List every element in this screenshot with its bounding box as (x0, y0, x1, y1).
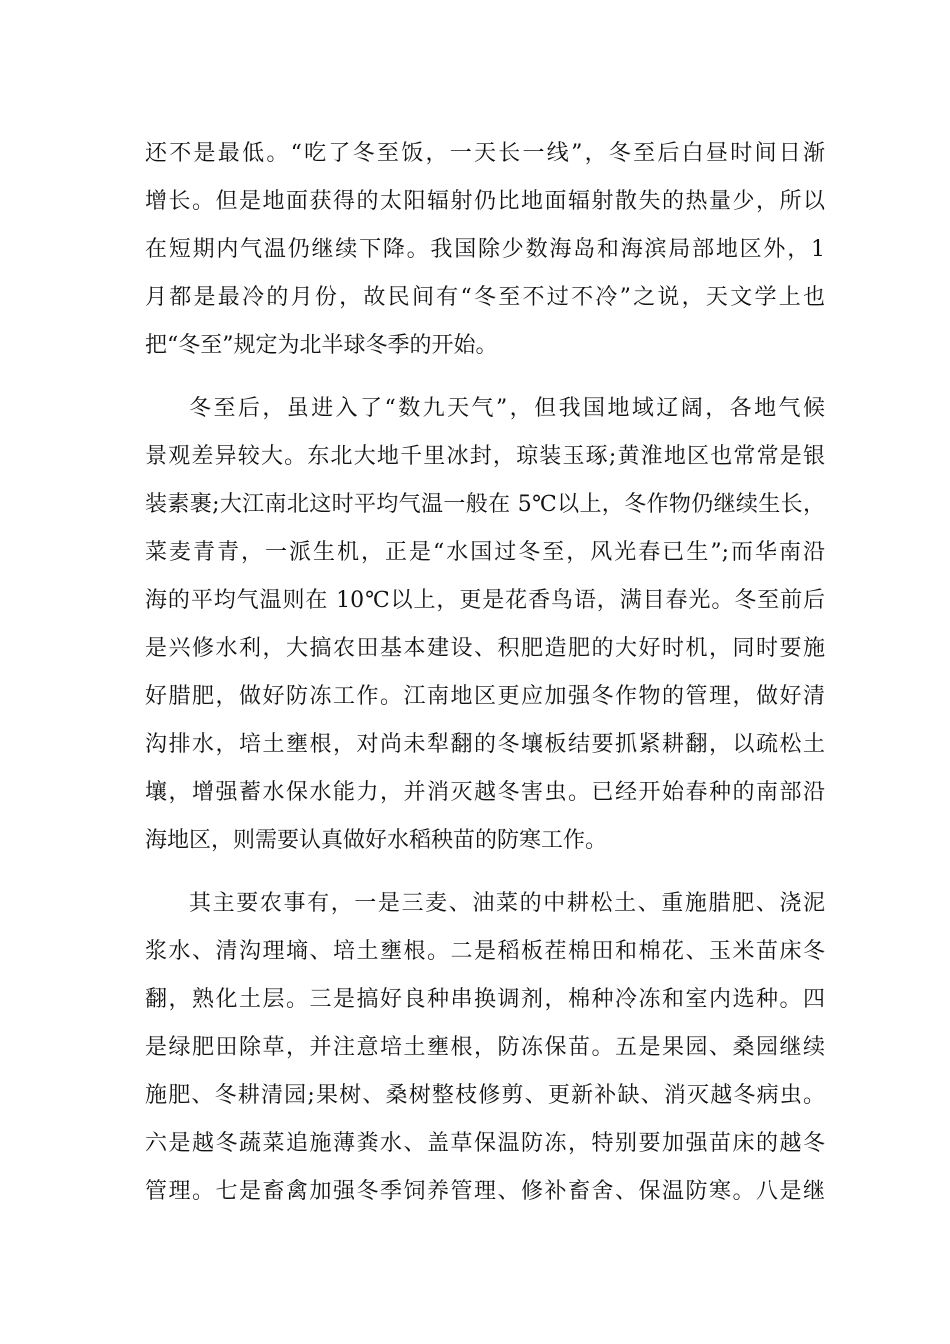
text-line: 是绿肥田除草，并注意培土壅根，防冻保苗。五是果园、桑园继续 (145, 1035, 825, 1060)
text-line: 翻，熟化土层。三是搞好良种串换调剂，棉种冷冻和室内选种。四 (145, 987, 825, 1012)
text-line: 装素裹;大江南北这时平均气温一般在 5℃以上，冬作物仍继续生长， (145, 492, 825, 517)
text-line: 沟排水，培土壅根，对尚未犁翻的冬壤板结要抓紧耕翻，以疏松土 (145, 732, 825, 757)
text-line: 壤，增强蓄水保水能力，并消灭越冬害虫。已经开始春种的南部沿 (145, 780, 825, 805)
text-line: 六是越冬蔬菜追施薄粪水、盖草保温防冻，特别要加强苗床的越冬 (145, 1131, 825, 1156)
text-line: 菜麦青青，一派生机，正是“水国过冬至，风光春已生”;而华南沿 (145, 540, 825, 565)
text-line: 好腊肥，做好防冻工作。江南地区更应加强冬作物的管理，做好清 (145, 684, 825, 709)
text-line: 在短期内气温仍继续下降。我国除少数海岛和海滨局部地区外，1 (145, 237, 825, 262)
text-line: 是兴修水利，大搞农田基本建设、积肥造肥的大好时机，同时要施 (145, 636, 825, 661)
text-line: 管理。七是畜禽加强冬季饲养管理、修补畜舍、保温防寒。八是继 (145, 1179, 825, 1204)
text-line: 海的平均气温则在 10℃以上，更是花香鸟语，满目春光。冬至前后 (145, 588, 825, 613)
body-text (145, 130, 825, 1216)
paragraph-spacer (145, 865, 825, 880)
paragraph-spacer (145, 370, 825, 385)
paragraph-2 (145, 385, 825, 865)
text-line: 增长。但是地面获得的太阳辐射仍比地面辐射散失的热量少，所以 (145, 189, 825, 214)
paragraph-1 (145, 130, 825, 370)
text-line: 施肥、冬耕清园;果树、桑树整枝修剪、更新补缺、消灭越冬病虫。 (145, 1083, 825, 1108)
text-line: 冬至后，虽进入了“数九天气”，但我国地域辽阔，各地气候 (189, 396, 825, 421)
text-line: 景观差异较大。东北大地千里冰封，琼装玉琢;黄淮地区也常常是银 (145, 444, 825, 469)
text-line: 其主要农事有，一是三麦、油菜的中耕松土、重施腊肥、浇泥 (189, 891, 825, 916)
text-line: 把“冬至”规定为北半球冬季的开始。 (145, 333, 498, 358)
text-line: 还不是最低。“吃了冬至饭，一天长一线”，冬至后白昼时间日渐 (145, 141, 825, 166)
text-line: 海地区，则需要认真做好水稻秧苗的防寒工作。 (145, 828, 608, 853)
text-line: 月都是最冷的月份，故民间有“冬至不过不冷”之说，天文学上也 (145, 285, 825, 310)
paragraph-3 (145, 880, 825, 1216)
text-line: 浆水、清沟理墒、培土壅根。二是稻板茬棉田和棉花、玉米苗床冬 (145, 939, 825, 964)
